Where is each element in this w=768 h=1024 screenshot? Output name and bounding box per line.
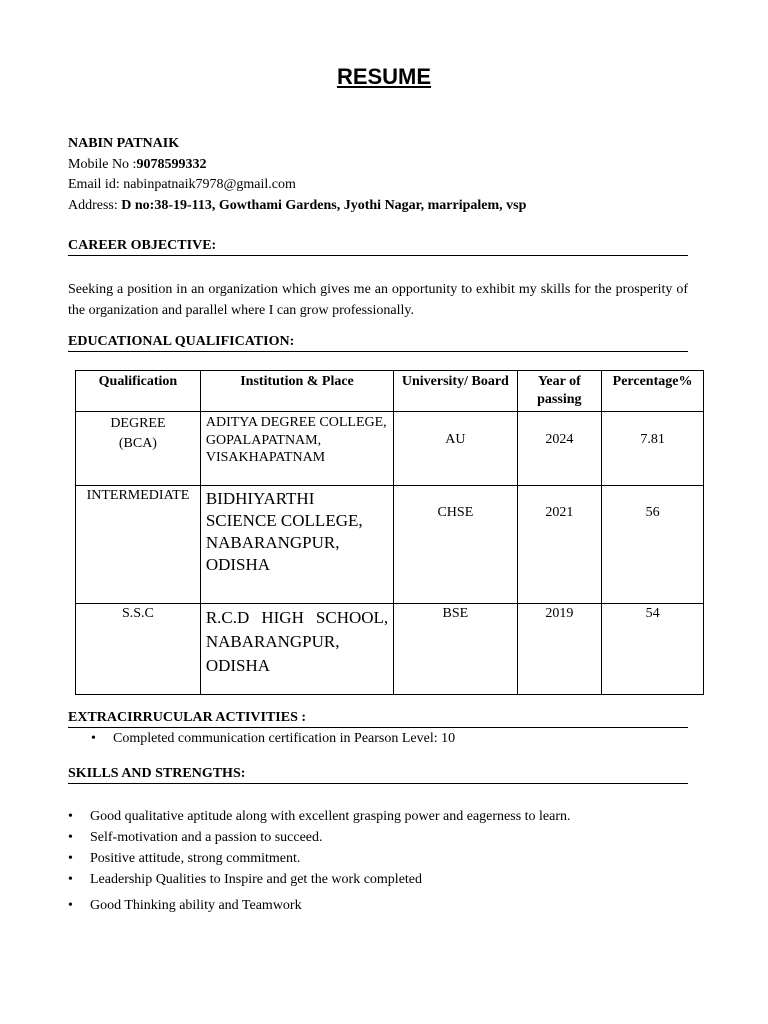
list-item: • Leadership Qualities to Inspire and get the work completed: [68, 869, 571, 890]
list-item: • Good qualitative aptitude along with excellent grasping power and eagerness to learn.: [68, 806, 571, 827]
column-header: Percentage%: [602, 371, 704, 412]
list-item: • Good Thinking ability and Teamwork: [68, 895, 571, 916]
career-objective-text: Seeking a position in an organization which gives me an opportunity to exhibit my skills for the prosperity of the organization and parallel where I can grow professionally.: [68, 282, 688, 318]
year-cell: 2024: [517, 412, 602, 486]
year-cell: 2019: [517, 604, 602, 695]
email-line: [68, 175, 526, 196]
board-cell: CHSE: [394, 486, 517, 604]
extracurricular-list: [91, 731, 455, 747]
education-table: [75, 370, 704, 695]
board-cell: AU: [394, 412, 517, 486]
list-item: • Positive attitude, strong commitment.: [68, 848, 571, 869]
skills-list: [68, 806, 571, 916]
table-header-row: [76, 371, 704, 412]
percentage-cell: 56: [602, 486, 704, 604]
qualification-cell: [76, 412, 201, 486]
address-line: [68, 196, 526, 217]
education-heading: EDUCATIONAL QUALIFICATION:: [68, 334, 688, 352]
email-label: Email id:: [68, 177, 120, 192]
column-header: University/ Board: [394, 371, 517, 412]
institution-cell: R.C.D HIGH SCHOOL, NABARANGPUR, ODISHA: [200, 604, 393, 695]
year-cell: 2021: [517, 486, 602, 604]
mobile-label: Mobile No :: [68, 156, 137, 172]
resume-title: RESUME: [336, 64, 432, 89]
column-header: Year of passing: [517, 371, 602, 412]
table-row: [76, 604, 704, 695]
mobile-line: [68, 155, 526, 176]
board-cell: BSE: [394, 604, 517, 695]
extracurricular-heading: EXTRACIRRUCULAR ACTIVITIES :: [68, 710, 688, 728]
table-row: [76, 412, 704, 486]
percentage-cell: 7.81: [602, 412, 704, 486]
candidate-name: NABIN PATNAIK: [68, 136, 180, 151]
qualification-sub: (BCA): [118, 436, 157, 451]
qualification-cell: [76, 486, 201, 604]
qualification-name: INTERMEDIATE: [86, 488, 190, 503]
skills-heading: SKILLS AND STRENGTHS:: [68, 766, 688, 784]
list-item: • Completed communication certification in Pearson Level: 10: [91, 731, 455, 747]
email-value: nabinpatnaik7978@gmail.com: [123, 177, 296, 192]
address-label: Address:: [68, 197, 118, 213]
list-item: • Self-motivation and a passion to succeed.: [68, 827, 571, 848]
column-header: Institution & Place: [200, 371, 393, 412]
table-row: [76, 486, 704, 604]
mobile-value: 9078599332: [136, 156, 207, 172]
career-objective-heading: CAREER OBJECTIVE:: [68, 238, 688, 256]
institution-cell: ADITYA DEGREE COLLEGE, GOPALAPATNAM, VISAKHAPATNAM: [200, 412, 393, 486]
address-value: D no:38-19-113, Gowthami Gardens, Jyothi Nagar, marripalem, vsp: [121, 197, 527, 213]
percentage-cell: 54: [602, 604, 704, 695]
column-header: Qualification: [76, 371, 201, 412]
contact-block: [68, 134, 526, 216]
institution-cell: BIDHIYARTHI SCIENCE COLLEGE, NABARANGPUR, ODISHA: [200, 486, 393, 604]
qualification-cell: [76, 604, 201, 695]
qualification-name: DEGREE: [110, 416, 166, 431]
qualification-name: S.S.C: [121, 606, 154, 621]
